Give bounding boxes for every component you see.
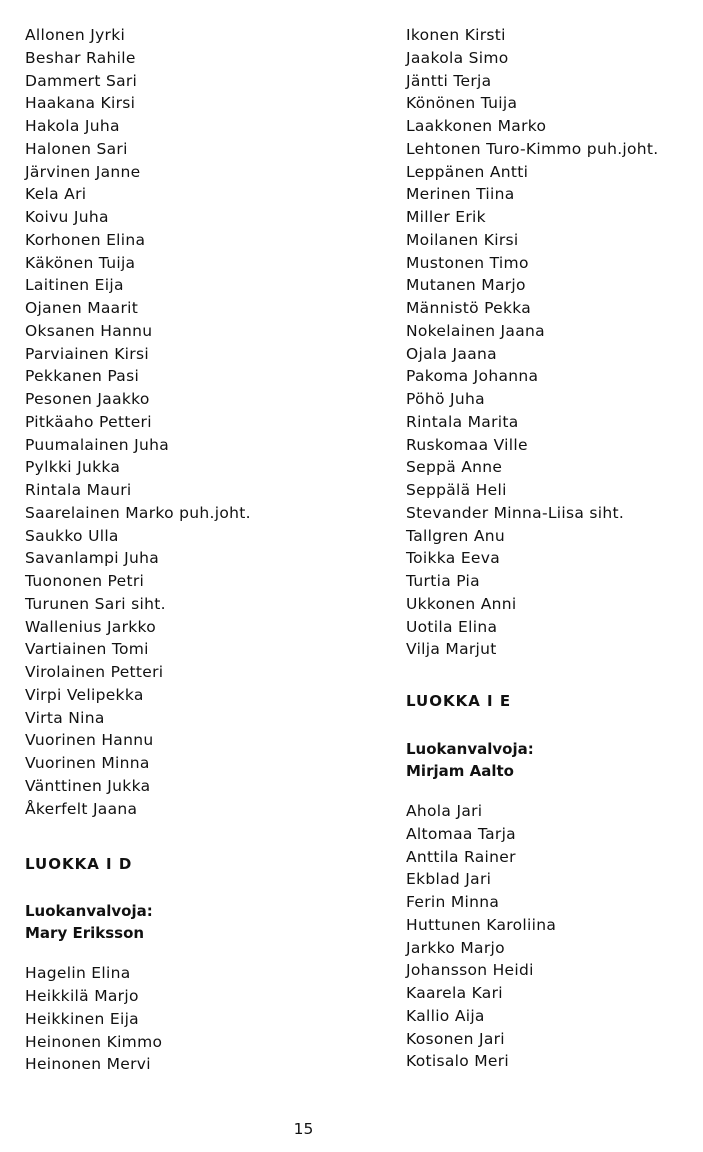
list-item: Könönen Tuija <box>406 94 518 113</box>
list-item: Ruskomaa Ville <box>406 435 528 454</box>
list-item: Hagelin Elina <box>25 964 131 983</box>
list-item: Lehtonen Turo-Kimmo puh.joht. <box>406 139 659 158</box>
list-item: Vilja Marjut <box>406 640 497 659</box>
list-item: Kela Ari <box>25 185 87 204</box>
name-list-1d <box>25 962 375 1076</box>
list-item: Stevander Minna-Liisa siht. <box>406 503 625 522</box>
list-item: Virta Nina <box>25 708 105 727</box>
list-item: Pekkanen Pasi <box>25 367 140 386</box>
list-item: Rintala Mauri <box>25 481 132 499</box>
list-item: Turunen Sari siht. <box>25 594 166 613</box>
list-item: Haakana Kirsi <box>25 94 136 113</box>
list-item: Kosonen Jari <box>406 1029 505 1048</box>
list-item: Jäntti Terja <box>406 71 492 90</box>
list-item: Pitkäaho Petteri <box>25 412 152 431</box>
class-heading-1d: LUOKKA I D <box>25 855 133 874</box>
list-item: Koivu Juha <box>25 208 109 226</box>
list-item: Käkönen Tuija <box>25 253 136 272</box>
list-item: Puumalainen Juha <box>25 435 170 454</box>
list-item: Heinonen Kimmo <box>25 1032 163 1051</box>
list-item: Laakkonen Marko <box>406 117 547 135</box>
list-item: Tuononen Petri <box>25 572 145 590</box>
list-item: Ekblad Jari <box>406 870 492 889</box>
name-list-1e <box>406 800 696 1073</box>
list-item: Pöhö Juha <box>406 390 485 408</box>
list-item: Allonen Jyrki <box>25 26 126 44</box>
list-item: Virolainen Petteri <box>25 663 164 681</box>
list-item: Toikka Eeva <box>406 549 501 568</box>
class-heading-1e: LUOKKA I E <box>406 692 512 710</box>
list-item: Kaarela Kari <box>406 984 503 1002</box>
list-item: Pakoma Johanna <box>406 367 539 386</box>
list-item: Ikonen Kirsti <box>406 26 506 44</box>
list-item: Beshar Rahile <box>25 48 136 67</box>
list-item: Heikkilä Marjo <box>25 987 139 1005</box>
list-item: Seppälä Heli <box>406 481 507 499</box>
teacher-label-1d: Luokanvalvoja: <box>25 902 153 921</box>
list-item: Moilanen Kirsi <box>406 230 519 249</box>
list-item: Järvinen Janne <box>25 162 141 181</box>
list-item: Vänttinen Jukka <box>25 776 151 795</box>
list-item: Savanlampi Juha <box>25 549 160 568</box>
list-item: Oksanen Hannu <box>25 321 153 340</box>
list-item: Ojala Jaana <box>406 344 497 363</box>
page-number: 15 <box>293 1120 314 1138</box>
list-item: Mustonen Timo <box>406 253 529 272</box>
list-item: Altomaa Tarja <box>406 824 516 843</box>
list-item: Miller Erik <box>406 208 486 226</box>
teacher-name-1d: Mary Eriksson <box>25 924 145 943</box>
list-item: Hakola Juha <box>25 117 120 135</box>
name-list-1c-continued <box>25 24 375 820</box>
list-item: Laitinen Eija <box>25 276 124 295</box>
list-item: Heinonen Mervi <box>25 1055 151 1074</box>
list-item: Kotisalo Meri <box>406 1052 510 1071</box>
list-item: Jaakola Simo <box>406 48 509 67</box>
list-item: Ahola Jari <box>406 802 483 820</box>
list-item: Jarkko Marjo <box>406 938 505 957</box>
list-item: Rintala Marita <box>406 412 519 431</box>
list-item: Saukko Ulla <box>25 526 119 545</box>
left-column <box>25 24 375 1076</box>
list-item: Ukkonen Anni <box>406 594 517 613</box>
list-item: Johansson Heidi <box>406 961 534 980</box>
list-item: Tallgren Anu <box>406 526 506 545</box>
list-item: Vartiainen Tomi <box>25 640 149 659</box>
list-item: Anttila Rainer <box>406 847 516 866</box>
list-item: Seppä Anne <box>406 458 503 477</box>
list-item: Huttunen Karoliina <box>406 915 557 934</box>
list-item: Vuorinen Minna <box>25 754 150 772</box>
list-item: Nokelainen Jaana <box>406 321 545 340</box>
list-item: Virpi Velipekka <box>25 685 144 704</box>
list-item: Uotila Elina <box>406 617 498 636</box>
list-item: Pylkki Jukka <box>25 458 121 477</box>
list-item: Heikkinen Eija <box>25 1009 139 1028</box>
name-list-1d-continued <box>406 24 696 661</box>
list-item: Ferin Minna <box>406 893 500 911</box>
list-item: Männistö Pekka <box>406 299 532 317</box>
list-item: Merinen Tiina <box>406 185 515 204</box>
list-item: Pesonen Jaakko <box>25 390 150 408</box>
list-item: Leppänen Antti <box>406 162 529 181</box>
right-column <box>406 24 696 1073</box>
list-item: Dammert Sari <box>25 71 138 90</box>
list-item: Wallenius Jarkko <box>25 617 157 636</box>
list-item: Mutanen Marjo <box>406 276 526 295</box>
list-item: Halonen Sari <box>25 139 128 158</box>
list-item: Vuorinen Hannu <box>25 731 154 750</box>
list-item: Åkerfelt Jaana <box>25 799 138 818</box>
list-item: Parviainen Kirsi <box>25 344 149 363</box>
list-item: Korhonen Elina <box>25 230 146 249</box>
list-item: Saarelainen Marko puh.joht. <box>25 503 251 522</box>
teacher-label-1e: Luokanvalvoja: <box>406 740 534 758</box>
list-item: Turtia Pia <box>406 572 480 590</box>
teacher-name-1e: Mirjam Aalto <box>406 762 514 780</box>
list-item: Ojanen Maarit <box>25 299 139 317</box>
list-item: Kallio Aija <box>406 1006 485 1025</box>
